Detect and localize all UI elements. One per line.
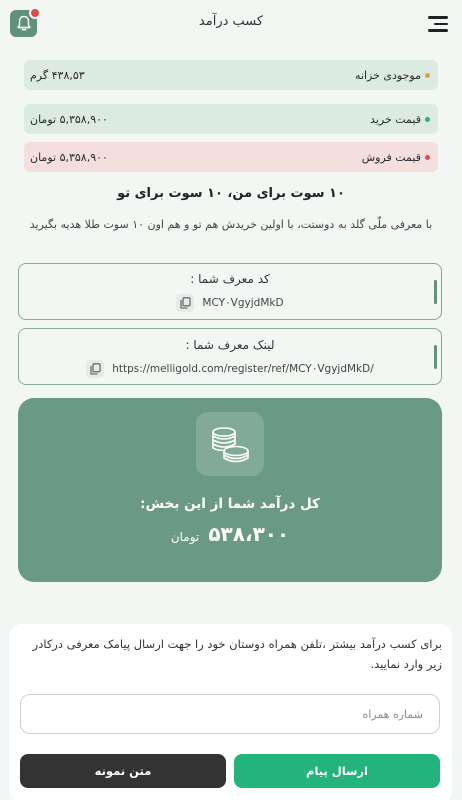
referral-link-handle xyxy=(434,345,437,369)
page-title: کسب درآمد xyxy=(198,14,264,29)
income-unit: تومان xyxy=(170,530,200,544)
referral-code-handle xyxy=(434,280,437,304)
phone-number-input[interactable] xyxy=(20,694,440,734)
income-title: کل درآمد شما از این بخش: xyxy=(140,496,320,512)
sample-text-button[interactable]: متن نمونه xyxy=(20,754,226,788)
coins-icon xyxy=(207,424,253,464)
income-card xyxy=(18,398,442,582)
copy-code-button[interactable] xyxy=(176,294,194,312)
sell-price-label: قیمت فروش xyxy=(361,150,421,164)
sell-price-card xyxy=(24,142,438,172)
sms-description: برای کسب درآمد بیشتر ،تلفن همراه دوستان خود را جهت ارسال پیامک معرفی درکادر زیر وارد نمایید. xyxy=(32,637,442,671)
treasury-balance-card xyxy=(24,60,438,90)
referral-code-box xyxy=(18,263,442,320)
referral-link-box xyxy=(18,328,442,385)
buy-price-card xyxy=(24,104,438,134)
sms-panel xyxy=(10,624,452,800)
treasury-label: موجودی خزانه xyxy=(355,68,421,82)
copy-link-button[interactable] xyxy=(86,360,104,378)
send-message-button[interactable]: ارسال پیام xyxy=(234,754,440,788)
referral-code-label: کد معرف شما : xyxy=(190,272,270,286)
copy-icon xyxy=(90,363,101,375)
referral-link-value: https://melligold.com/register/ref/MCY۰VgyjdMkD/ xyxy=(112,363,374,375)
buy-price-value: ۵,۳۵۸,۹۰۰ تومان xyxy=(30,112,108,126)
income-amount: ۵۳۸،۳۰۰ xyxy=(208,522,290,546)
treasury-value: ۴۳۸,۵۳ گرم xyxy=(30,68,85,82)
sell-price-dot xyxy=(425,155,430,160)
referral-link-label: لینک معرف شما : xyxy=(185,338,275,352)
treasury-dot xyxy=(425,73,430,78)
invite-description: با معرفی ملّی گلد به دوستت، با اولین خریدش هم تو و هم اون ۱۰ سوت طلا هدیه بگیرید xyxy=(29,218,433,231)
sell-price-value: ۵,۳۵۸,۹۰۰ تومان xyxy=(30,150,108,164)
invite-title: ۱۰ سوت برای من، ۱۰ سوت برای تو xyxy=(117,186,345,201)
header xyxy=(0,0,462,48)
menu-icon[interactable] xyxy=(428,16,448,32)
referral-code-value: MCY۰VgyjdMkD xyxy=(202,297,284,309)
copy-icon xyxy=(180,297,191,309)
buy-price-dot xyxy=(425,117,430,122)
income-amount-row xyxy=(18,522,442,546)
buy-price-label: قیمت خرید xyxy=(370,112,421,126)
